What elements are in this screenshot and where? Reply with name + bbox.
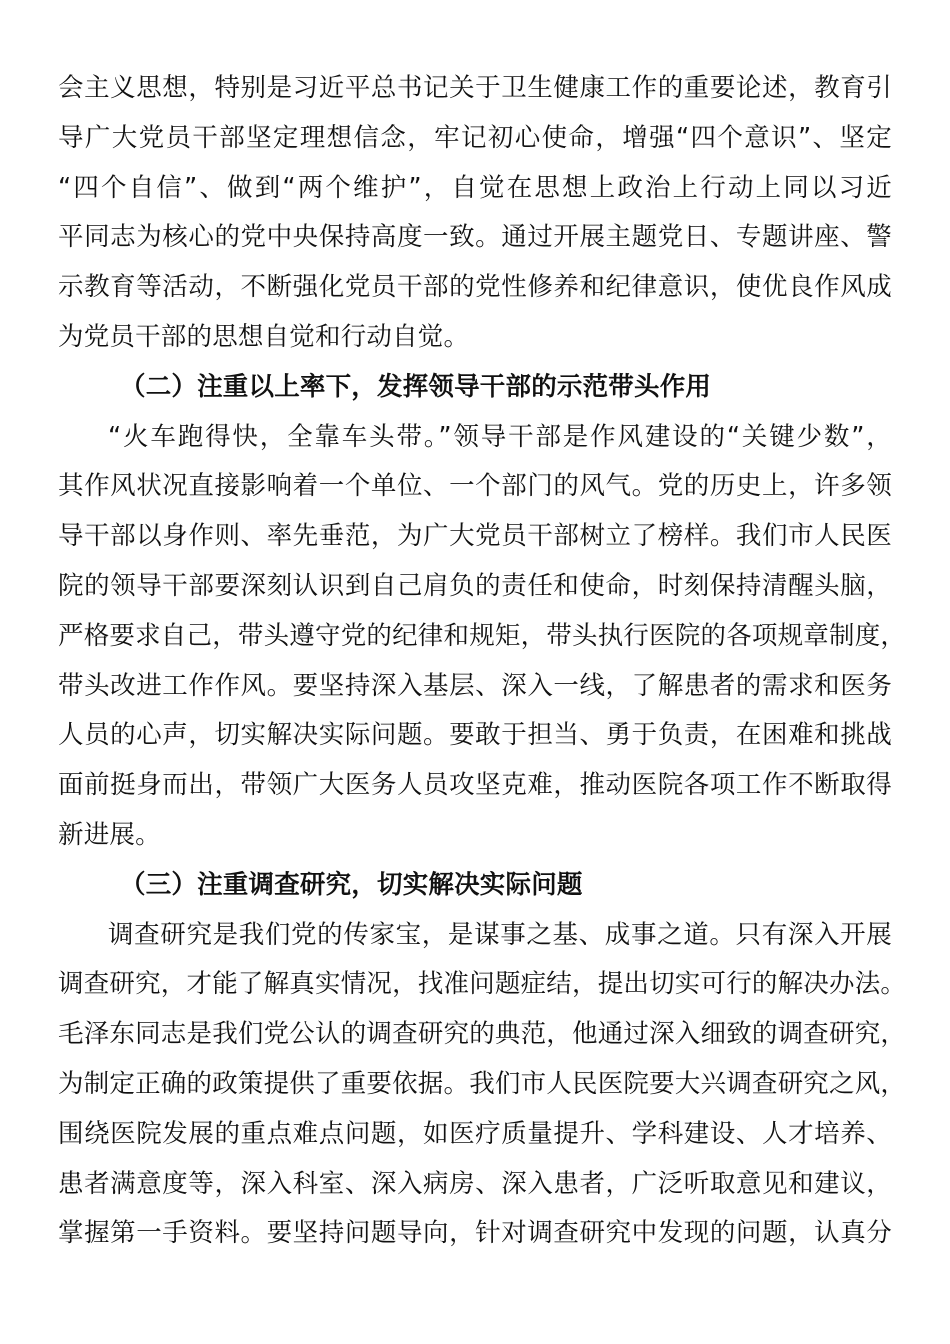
text-line: 掌握第一手资料。要坚持问题导向，针对调查研究中发现的问题，认真分 bbox=[58, 1218, 892, 1249]
section-heading-investigation bbox=[58, 861, 892, 911]
paragraph-investigation-research bbox=[58, 911, 907, 1260]
text-line: 面前挺身而出，带领广大医务人员攻坚克难，推动医院各项工作不断取得 bbox=[58, 770, 892, 801]
text-line: 导干部以身作则、率先垂范，为广大党员干部树立了榜样。我们市人民医 bbox=[58, 521, 892, 552]
text-line: “火车跑得快，全靠车头带。”领导干部是作风建设的“关键少数”， bbox=[108, 421, 892, 452]
text-line: “四个自信”、做到“两个维护”，自觉在思想上政治上行动上同以习近 bbox=[58, 172, 892, 203]
text-line: 调查研究是我们党的传家宝，是谋事之基、成事之道。只有深入开展 bbox=[108, 919, 892, 950]
text-line: 人员的心声，切实解决实际问题。要敢于担当、勇于负责，在困难和挑战 bbox=[58, 720, 892, 751]
text-line: 为制定正确的政策提供了重要依据。我们市人民医院要大兴调查研究之风， bbox=[58, 1068, 907, 1099]
text-line: 会主义思想，特别是习近平总书记关于卫生健康工作的重要论述，教育引 bbox=[58, 73, 892, 103]
section-heading-leading-by-example bbox=[58, 363, 892, 413]
text-line: 新进展。 bbox=[58, 819, 161, 850]
text-line: 示教育等活动，不断强化党员干部的党性修养和纪律意识，使优良作风成 bbox=[58, 272, 892, 303]
paragraph-theory-study bbox=[58, 64, 892, 363]
text-line: 平同志为核心的党中央保持高度一致。通过开展主题党日、专题讲座、警 bbox=[58, 222, 892, 253]
text-line: 严格要求自己，带头遵守党的纪律和规矩，带头执行医院的各项规章制度， bbox=[58, 620, 907, 651]
text-line: 调查研究，才能了解真实情况，找准问题症结，提出切实可行的解决办法。 bbox=[58, 969, 907, 1000]
text-line: 院的领导干部要深刻认识到自己肩负的责任和使命，时刻保持清醒头脑， bbox=[58, 570, 892, 601]
text-line: 围绕医院发展的重点难点问题，如医疗质量提升、学科建设、人才培养、 bbox=[58, 1118, 892, 1149]
text-line: 带头改进工作作风。要坚持深入基层、深入一线，了解患者的需求和医务 bbox=[58, 670, 892, 701]
text-line: 患者满意度等，深入科室、深入病房、深入患者，广泛听取意见和建议， bbox=[58, 1168, 892, 1199]
paragraph-leading-cadres bbox=[58, 413, 907, 861]
heading-line: （二）注重以上率下，发挥领导干部的示范带头作用 bbox=[120, 371, 712, 402]
text-line: 为党员干部的思想自觉和行动自觉。 bbox=[58, 321, 470, 352]
text-line: 导广大党员干部坚定理想信念，牢记初心使命，增强“四个意识”、坚定 bbox=[58, 122, 892, 153]
heading-line: （三）注重调查研究，切实解决实际问题 bbox=[120, 869, 583, 900]
text-line: 毛泽东同志是我们党公认的调查研究的典范，他通过深入细致的调查研究， bbox=[58, 1019, 907, 1050]
text-line: 其作风状况直接影响着一个单位、一个部门的风气。党的历史上，许多领 bbox=[58, 471, 892, 502]
document-page bbox=[58, 64, 907, 1259]
